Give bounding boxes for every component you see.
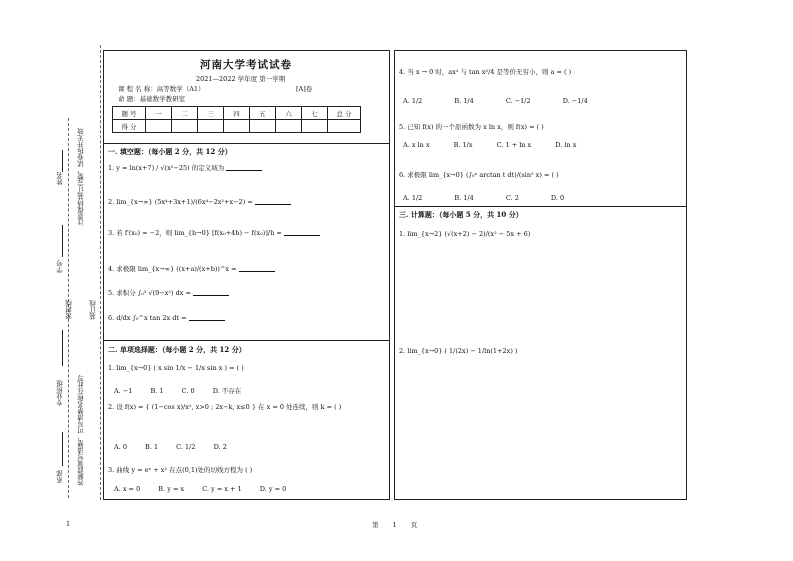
option-d[interactable]: D. −1/4 xyxy=(562,97,588,105)
page-prefix: 第 xyxy=(372,521,379,529)
score-cell: 总 分 xyxy=(328,107,361,120)
option-a[interactable]: A. 1/2 xyxy=(403,194,423,202)
section3-divider xyxy=(394,206,686,207)
answer-blank[interactable] xyxy=(255,198,291,205)
score-cell: 一 xyxy=(146,107,172,120)
fill-question-6 xyxy=(108,314,378,322)
option-c[interactable]: C. 1/2 xyxy=(176,443,196,451)
option-a[interactable]: A. x ln x xyxy=(403,141,430,149)
score-cell: 七 xyxy=(302,107,328,120)
option-d[interactable]: D. 0 xyxy=(550,194,565,202)
score-cell[interactable] xyxy=(172,120,198,133)
choice-question-4-options xyxy=(403,97,604,105)
choice-question-4: 4. 当 x → 0 时，ax² 与 tan x²/4 是等价无穷小，则 a = ( ) xyxy=(399,68,572,76)
fill-question-3-text: 3. 若 f′(x₀) = −2，则 lim_{h→0} [f(x₀+4h) − f(x₀)]/h = xyxy=(108,229,282,237)
fill-question-4 xyxy=(108,264,378,273)
option-d[interactable]: D. y = 0 xyxy=(259,485,287,493)
choice-question-5-options xyxy=(403,141,592,149)
choice-question-1-options xyxy=(114,386,257,395)
answer-blank[interactable] xyxy=(284,229,320,236)
course-name: 课 程 名 称：高等数学（A1） xyxy=(118,85,205,93)
seal-line-label: 密封线 xyxy=(65,300,73,320)
score-cell[interactable] xyxy=(276,120,302,133)
option-d[interactable]: D. 2 xyxy=(213,443,227,451)
score-table-score-row xyxy=(113,120,361,133)
binding-notice: 注意保持装订完整，试卷拆开无效 xyxy=(77,128,85,226)
option-b[interactable]: B. 1 xyxy=(145,443,159,451)
fill-question-2-text: 2. lim_{x→∞} (5x⁴+3x+1)/(6x⁴−2x²+x−2) = xyxy=(108,198,253,206)
score-cell: 四 xyxy=(224,107,250,120)
score-cell[interactable] xyxy=(250,120,276,133)
score-table-header-row xyxy=(113,107,361,120)
score-cell[interactable] xyxy=(146,120,172,133)
option-a[interactable]: A. 0 xyxy=(114,443,127,451)
fill-question-1 xyxy=(108,163,378,172)
page-number: 1 xyxy=(392,521,397,529)
choice-question-2-text: 2. 设 f(x) = { (1−cos x)/x², x>0 ; 2x−k, x≤0 } 在 x = 0 处连续，则 k = ( ) xyxy=(108,403,342,411)
score-table xyxy=(112,106,361,133)
choice-question-3-options xyxy=(114,485,302,493)
score-cell: 三 xyxy=(198,107,224,120)
paper-type: [A]卷 xyxy=(296,85,313,93)
section2-divider xyxy=(103,340,389,341)
option-a[interactable]: A. 1/2 xyxy=(403,97,423,105)
exam-title: 河南大学考试试卷 xyxy=(200,59,292,71)
academic-year: 2021—2022 学年度 第一学期 xyxy=(196,75,286,83)
option-c[interactable]: C. 0 xyxy=(181,387,195,395)
score-cell[interactable] xyxy=(224,120,250,133)
name-underline xyxy=(62,150,63,172)
fill-notice: 答题前须写清楚，可写清楚名称在此写 xyxy=(77,375,85,486)
dept-underline xyxy=(62,432,63,466)
fill-question-4-text: 4. 求极限 lim_{x→∞} ((x+a)/(x+b))^x = xyxy=(108,265,237,273)
calc-question-1: 1. lim_{x→2} (√(x+2) − 2)/(x² − 5x + 6) xyxy=(399,230,531,238)
score-cell[interactable] xyxy=(198,120,224,133)
answer-blank[interactable] xyxy=(189,314,225,321)
option-c[interactable]: C. −1/2 xyxy=(505,97,531,105)
left-page-number: 1 xyxy=(66,520,71,528)
section3-title: 三. 计算题：（每小题 5 分，共 10 分） xyxy=(399,210,523,219)
fill-question-5 xyxy=(108,288,378,297)
binding-dashed-line-inner xyxy=(100,45,101,500)
choice-question-1: 1. lim_{x→0} ( x sin 1/x − 1/x sin x ) = ( ) xyxy=(108,364,244,372)
page-suffix: 页 xyxy=(410,521,418,529)
page-indicator xyxy=(372,520,417,529)
fill-question-2 xyxy=(108,198,378,206)
question-setter: 命 题：基础数学教研室 xyxy=(118,95,186,103)
major-class-label: 专业班级 xyxy=(56,380,64,406)
score-cell[interactable] xyxy=(328,120,361,133)
score-cell: 得 分 xyxy=(113,120,146,133)
option-c[interactable]: C. 1 + ln x xyxy=(496,141,532,149)
option-a[interactable]: A. x = 0 xyxy=(114,485,141,493)
fill-question-5-text: 5. 求积分 ∫₀³ √(9−x²) dx = xyxy=(108,289,191,297)
fill-question-3 xyxy=(108,228,378,237)
major-underline xyxy=(62,330,63,366)
option-d[interactable]: D. 不存在 xyxy=(212,387,242,395)
student-id-underline xyxy=(62,225,63,257)
option-b[interactable]: B. 1/x xyxy=(453,141,473,149)
option-b[interactable]: B. 1/4 xyxy=(454,97,474,105)
fill-question-1-text: 1. y = ln(x+7) / √(x²−25) 的定义域为 xyxy=(108,164,225,172)
option-c[interactable]: C. 2 xyxy=(505,194,519,202)
section1-title: 一. 填空题：（每小题 2 分，共 12 分） xyxy=(108,147,232,156)
name-label: 姓名 xyxy=(56,172,64,185)
calc-question-2: 2. lim_{x→0} ( 1/(2x) − 1/ln(1+2x) ) xyxy=(399,347,518,355)
choice-question-5: 5. 已知 f(x) 的一个原函数为 x ln x，则 f(x) = ( ) xyxy=(399,123,544,131)
section1-divider xyxy=(103,143,389,144)
answer-blank[interactable] xyxy=(239,265,275,272)
option-b[interactable]: B. y = x xyxy=(158,485,185,493)
answer-blank[interactable] xyxy=(193,289,229,296)
score-cell: 五 xyxy=(250,107,276,120)
binding-line-label: 装订线 xyxy=(89,300,97,320)
option-a[interactable]: A. −1 xyxy=(114,387,133,395)
answer-blank[interactable] xyxy=(226,164,262,171)
score-cell: 二 xyxy=(172,107,198,120)
choice-question-6: 6. 求极限 lim_{x→0} (∫₀ˣ arctan t dt)/(sin² x) = ( ) xyxy=(399,171,559,179)
calc-answer-area-1[interactable] xyxy=(399,244,679,339)
choice-question-6-options xyxy=(403,194,580,202)
student-id-label: 学号 xyxy=(56,260,64,273)
calc-answer-area-2[interactable] xyxy=(399,362,679,492)
option-c[interactable]: C. y = x + 1 xyxy=(202,485,242,493)
score-cell[interactable] xyxy=(302,120,328,133)
option-d[interactable]: D. ln x xyxy=(555,141,577,149)
section2-title: 二. 单项选择题：（每小题 2 分，共 12 分） xyxy=(108,345,246,354)
fill-question-6-text: 6. d/dx ∫₀^x tan 2x dt = xyxy=(108,314,187,322)
option-b[interactable]: B. 1 xyxy=(150,387,164,395)
score-cell: 题 号 xyxy=(113,107,146,120)
option-b[interactable]: B. 1/4 xyxy=(454,194,474,202)
choice-question-3: 3. 曲线 y = eˣ + x² 在点(0,1)处的切线方程为 ( ) xyxy=(108,466,253,474)
choice-question-2-options xyxy=(114,443,243,451)
dept-label: 系部 xyxy=(56,470,64,483)
choice-question-2 xyxy=(108,402,383,412)
score-cell: 六 xyxy=(276,107,302,120)
